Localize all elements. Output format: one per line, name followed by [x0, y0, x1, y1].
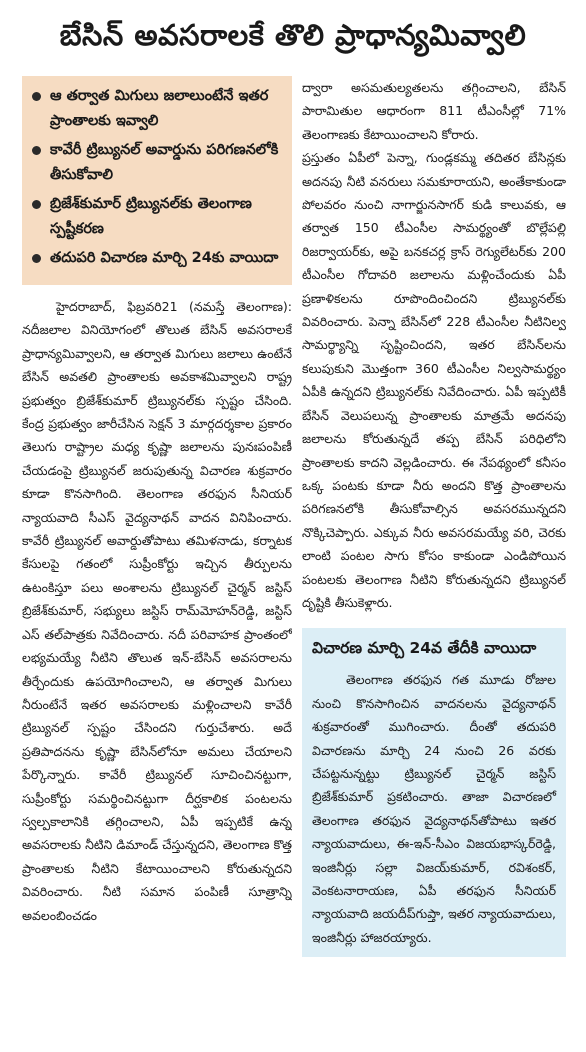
highlight-item [30, 192, 284, 242]
highlight-text: తదుపరి విచారణ మార్చి 24కు వాయిదా [50, 250, 279, 266]
bullet-icon [32, 146, 41, 155]
bullet-icon [32, 92, 41, 101]
right-column [302, 76, 566, 1046]
subsection-body: తెలంగాణ తరఫున గత మూడు రోజుల నుంచి కొనసాగించిన వాదనలను వైద్యనాథన్ శుక్రవారంతో ముగించారు. దీంతో తదుపరి విచారణను మార్చి 24 నుంచి 26 వరకు చేపట్టనున్నట్టు ట్రిబ్యునల్ చైర్మన్ జస్టిస్ బ్రిజేశ్‌కుమార్ ప్రకటించారు. తాజా విచారణలో తెలంగాణ తరఫున వైద్యనాథన్‌తోపాటు ఇతర న్యాయవాదులు, ఈ-ఇన్-సీఎం విజయభాస్కర్‌రెడ్డి, ఇంజినీర్లు సల్లా విజయ్‌కుమార్, రవిశంకర్, వెంకటనారాయణ, ఏపీ తరఫున సీనియర్ న్యాయవాది జయదీప్‌గుప్తా, ఇతర న్యాయవాదులు, ఇంజినీర్లు హాజరయ్యారు. [312, 672, 556, 945]
left-column [22, 76, 292, 1046]
highlight-text: ఆ తర్వాత మిగులు జలాలుంటేనే ఇతర ప్రాంతాలకు ఇవ్వాలి [50, 88, 269, 129]
bullet-icon [32, 200, 41, 209]
highlight-item [30, 138, 284, 188]
highlights-box [22, 76, 292, 285]
article-body-left: హైదరాబాద్, ఫిబ్రవరి21 (నమస్తే తెలంగాణ): నదీజలాల వినియోగంలో తొలుత బేసిన్ అవసరాలకే ప్రాధాన్యమివ్వాలని, ఆ తర్వాత మిగులు జలాలు ఉంటేనే బేసిన్ అవతలి ప్రాంతాలకు అవకాశమివ్వాలని రాష్ట్ర ప్రభుత్వం బ్రిజేశ్‌కుమార్ ట్రిబ్యునల్‌కు స్పష్టం చేసింది. కేంద్ర ప్రభుత్వం జారీచేసిన సెక్షన్ 3 మార్గదర్శకాల ప్రకారం తెలుగు రాష్ట్రాల మధ్య కృష్ణా జలాలను పునఃపంపిణీ చేయడంపై ట్రిబ్యునల్ జరుపుతున్న విచారణ శుక్రవారం కూడా కొనసాగింది. తెలంగాణ తరఫున సీనియర్ న్యాయవాది సీఎస్ వైద్యనాథన్ వాదన వినిపించారు. కావేరీ ట్రిబ్యునల్ అవార్డుతోపాటు తమిళనాడు, కర్నాటక కేసులపై గతంలో సుప్రీంకోర్టు ఇచ్చిన తీర్పులను ఉటంకిస్తూ పలు అంశాలను ట్రిబ్యునల్ చైర్మన్ జస్టిస్ బ్రిజేశ్‌కుమార్, సభ్యులు జస్టిస్ రామ్‌మోహన్‌రెడ్డి, జస్టిస్ ఎస్ తల్‌పాత్రకు నివేదించారు. నదీ పరివాహక ప్రాంతంలో లభ్యమయ్యే నీటిని తొలుత ఇన్-బేసిన్ అవసరాలను తీర్చేందుకు ఉపయోగించాలని, ఆ తర్వాత మిగులు నీరుంటేనే ఇతర అవసరాలకు మళ్లించాలని కావేరీ ట్రిబ్యునల్ స్పష్టం చేసిందని గుర్తుచేశారు. అదే ప్రతిపాదనను కృష్ణా బేసిన్‌లోనూ అమలు చేయాలని పేర్కొన్నారు. కావేరీ ట్రిబ్యునల్ సూచించినట్టుగా, సుప్రీంకోర్టు సమర్థించినట్టుగా దీర్ఘకాలిక పంటలను స్వల్పకాలానికి తగ్గించాలని, ఏపీ ఇప్పటికే ఉన్న అవసరాలకు నీటిని డిమాండ్ చేస్తున్నదని, తెలంగాణ కొత్త ప్రాంతాలకు నీటిని కేటాయించాలని కోరుతున్నదని వివరించారు. నీటి సమాన పంపిణీ సూత్రాన్ని అవలంబించడం [22, 299, 292, 923]
subsection-box [302, 628, 566, 957]
highlight-text: కావేరీ ట్రిబ్యునల్ అవార్డును పరిగణనలోకి తీసుకోవాలి [50, 142, 279, 183]
highlight-item [30, 246, 284, 271]
article-body-right-2: ప్రస్తుతం ఏపీలో పెన్నా, గుండ్లకమ్మ తదితర బేసిన్లకు అదనపు నీటి వనరులు సమకూరాయని, అంతేకాకుండా పోలవరం నుంచి నాగార్జునసాగర్ కుడి కాలువకు, ఆ తర్వాత 150 టీఎంసీల సామర్థ్యంతో బొల్లేపల్లి రిజర్వాయర్‌కు, అపై బనకచర్ల క్రాస్ రెగ్యులేటర్‌కు 200 టీఎంసీల గోదావరి జలాలను మళ్లించేందుకు ఏపీ ప్రణాళికలను రూపొందించిందని ట్రిబ్యునల్‌కు వివరించారు. పెన్నా బేసిన్‌లో 228 టీఎంసీల నీటినిల్వ సామర్థ్యాన్ని సృష్టించిందని, ఇతర బేసిన్‌లను కలుపుకుని మొత్తంగా 360 టీఎంసీల నిల్వసామర్థ్యం ఏపీకి ఉన్నదని ట్రిబ్యునల్‌కు నివేదించారు. ఏపీ ఇప్పటికీ బేసిన్ వెలుపలున్న ప్రాంతాలకు మాత్రమే అదనపు జలాలను కోరుతున్నదే తప్ప బేసిన్ పరిధిలోని ప్రాంతాలకు కాదని వెల్లడించారు. ఈ నేపథ్యంలో కనీసం ఒక్క పంటకు కూడా నీరు అందని కొత్త ప్రాంతాలను పరిగణనలోకి తీసుకోవాల్సిన అవసరమున్నదని నొక్కిచెప్పారు. ఎక్కువ నీరు అవసరమయ్యే వరి, చెరకు లాంటి పంటల సాగు కోసం కాకుండా ఎండిపోయిన పంటలకు తెలంగాణ నీటిని కోరుతున్నదని ట్రిబ్యునల్ దృష్టికి తీసుకెళ్లారు. [302, 150, 566, 610]
highlight-item [30, 84, 284, 134]
highlight-text: బ్రిజేశ్‌కుమార్ ట్రిబ్యునల్‌కు తెలంగాణ స్పష్టీకరణ [50, 196, 252, 237]
article-body-right-1: ద్వారా అసమతుల్యతలను తగ్గించాలని, బేసిన్ పారామితుల ఆధారంగా 811 టీఎంసీల్లో 71% తెలంగాణకు కేటాయించాలని కోరారు. [302, 80, 566, 142]
headline: బేసిన్ అవసరాలకే తొలి ప్రాధాన్యమివ్వాలి [59, 18, 527, 52]
subsection-heading: విచారణ మార్చి 24వ తేదీకి వాయిదా [312, 639, 537, 658]
bullet-icon [32, 254, 41, 263]
